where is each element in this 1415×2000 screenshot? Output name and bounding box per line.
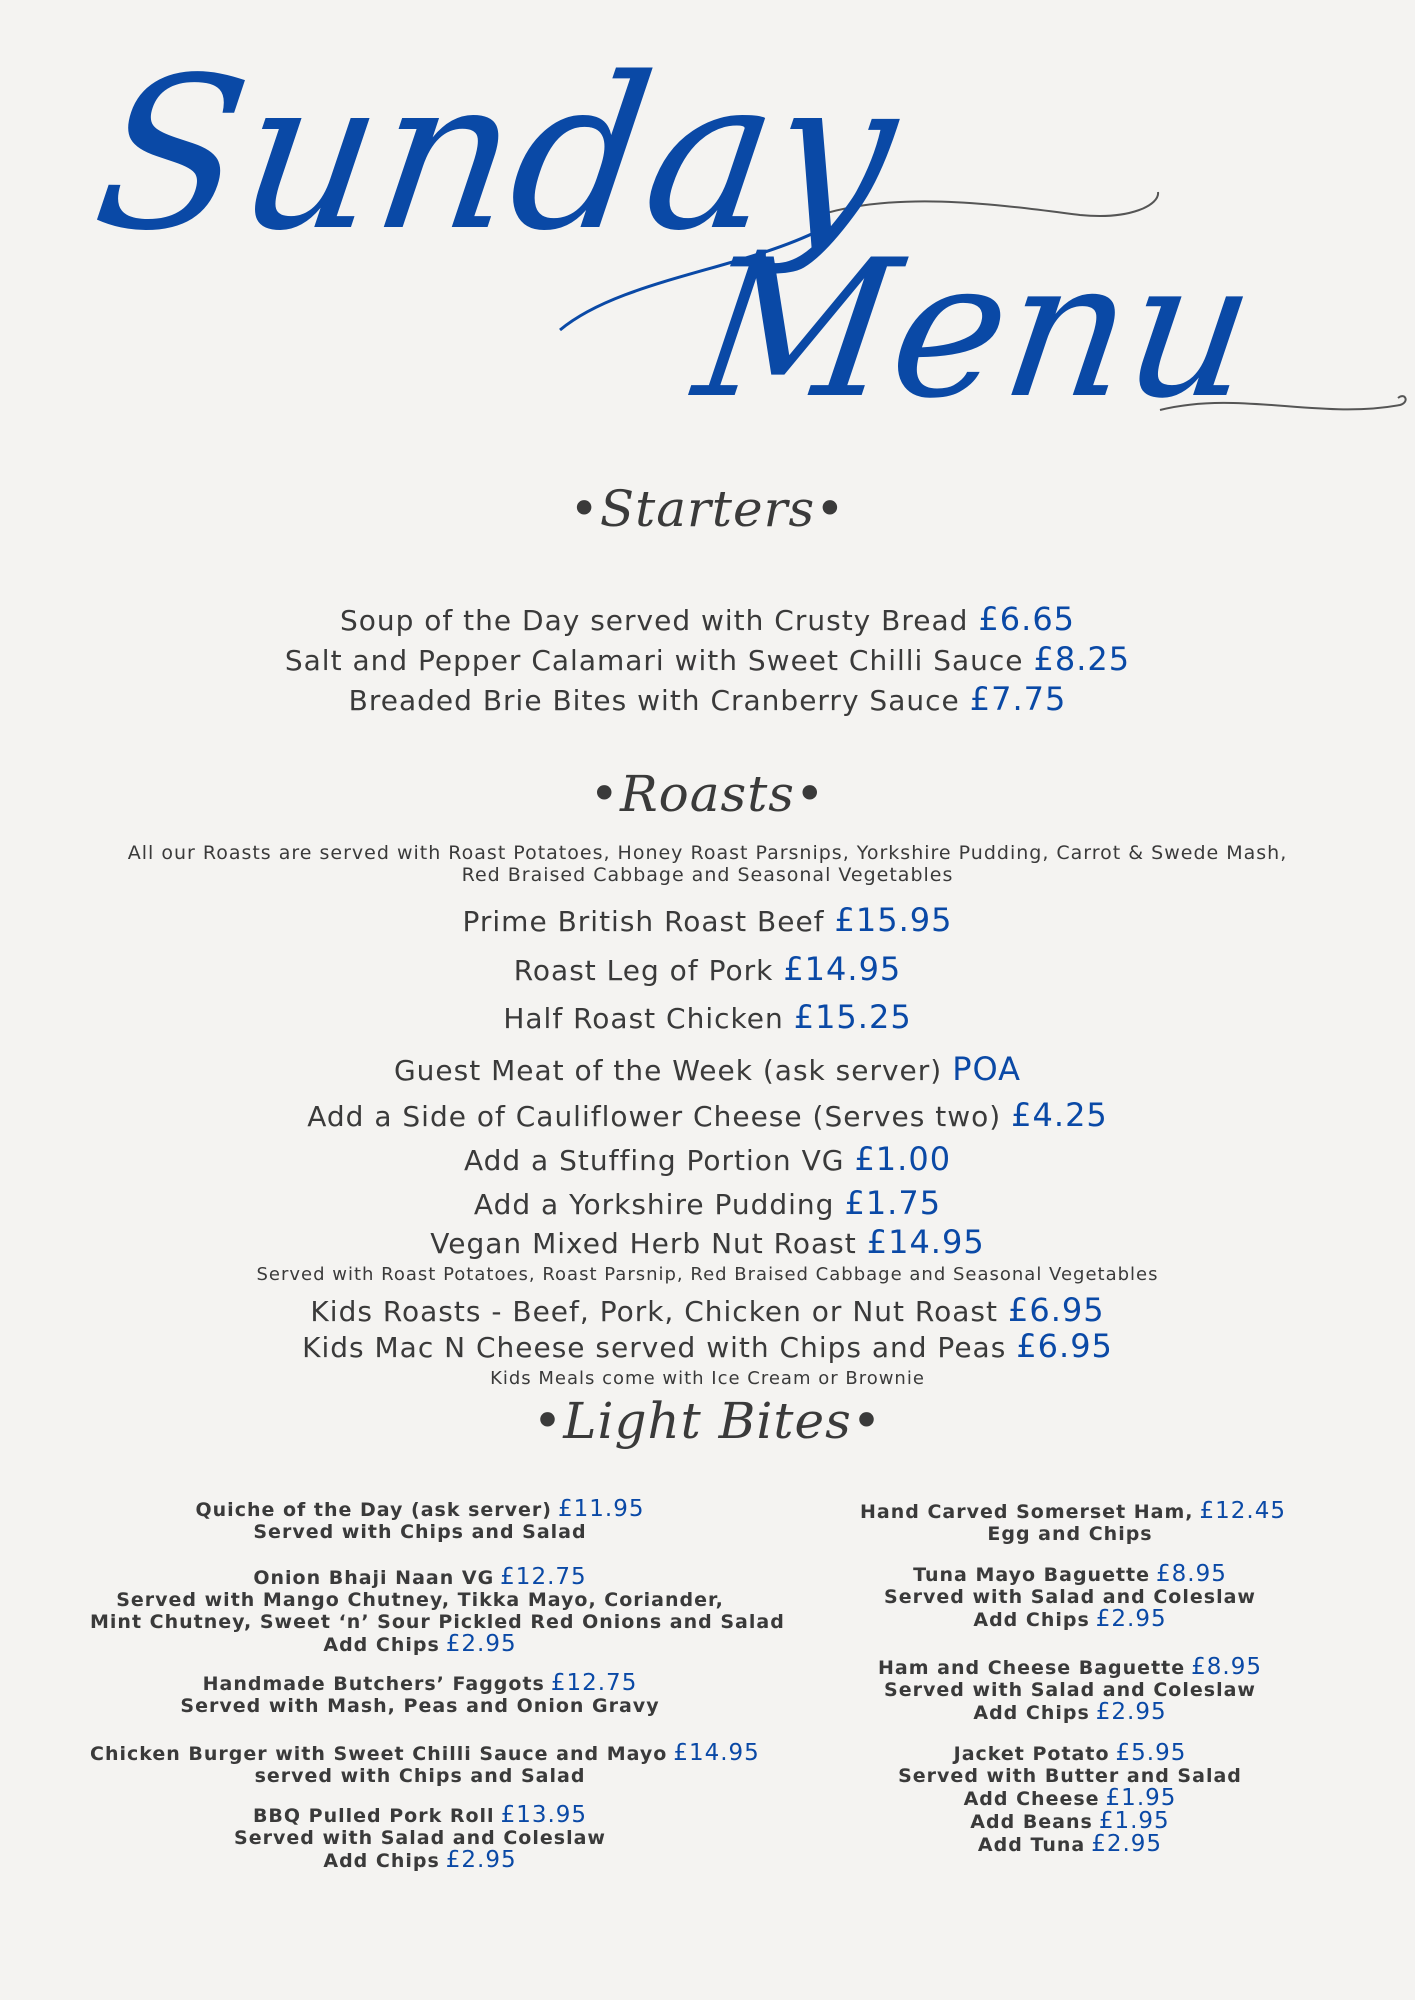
- kids-item: Kids Mac N Cheese served with Chips and Peas £6.95: [302, 1327, 1113, 1365]
- roast-item: Add a Yorkshire Pudding £1.75: [473, 1184, 942, 1222]
- roast-item: Half Roast Chicken £15.25: [503, 998, 912, 1036]
- roast-item: Vegan Mixed Herb Nut Roast £14.95: [430, 1223, 985, 1261]
- kids-list: [0, 1292, 1415, 1364]
- starter-item: Soup of the Day served with Crusty Bread £6.65: [339, 600, 1076, 638]
- light-bites-heading: •Light Bites•: [532, 1392, 883, 1450]
- roasts-heading: •Roasts•: [589, 765, 826, 823]
- light-bite-item: Tuna Mayo Baguette £8.95 Served with Salad and Coleslaw Add Chips £2.95: [884, 1561, 1256, 1632]
- title-word-2: Menu: [684, 219, 1268, 440]
- roast-item: Guest Meat of the Week (ask server) POA: [393, 1050, 1022, 1088]
- roasts-intro-line: Red Braised Cabbage and Seasonal Vegetables: [461, 864, 954, 886]
- title-word-1: Sunday: [82, 32, 910, 277]
- roast-item: Add a Stuffing Portion VG £1.00: [463, 1140, 952, 1178]
- light-bite-item: Ham and Cheese Baguette £8.95 Served with Salad and Coleslaw Add Chips £2.95: [878, 1654, 1262, 1725]
- kids-note: Kids Meals come with Ice Cream or Brownie: [490, 1368, 925, 1389]
- starter-item: Breaded Brie Bites with Cranberry Sauce £7.75: [348, 680, 1067, 718]
- starter-item: Salt and Pepper Calamari with Sweet Chilli Sauce £8.25: [284, 640, 1131, 678]
- light-bites-left-column: [90, 1496, 785, 1873]
- roasts-intro-line: All our Roasts are served with Roast Potatoes, Honey Roast Parsnips, Yorkshire Pudding, Carrot & Swede Mash,: [127, 842, 1288, 864]
- roast-item: Prime British Roast Beef £15.95: [462, 901, 953, 939]
- vegan-note: Served with Roast Potatoes, Roast Parsnip, Red Braised Cabbage and Seasonal Vegetables: [256, 1264, 1159, 1285]
- starters-heading: •Starters•: [569, 480, 846, 538]
- roast-item: Add a Side of Cauliflower Cheese (Serves two) £4.25: [307, 1096, 1108, 1134]
- light-bite-item: Jacket Potato £5.95 Served with Butter and Salad Add Cheese £1.95 Add Beans £1.95 Add Tuna £2.95: [898, 1740, 1242, 1857]
- light-bite-item: Hand Carved Somerset Ham, £12.45 Egg and Chips: [860, 1498, 1286, 1545]
- roasts-list: [0, 898, 1415, 1261]
- kids-item: Kids Roasts - Beef, Pork, Chicken or Nut Roast £6.95: [310, 1291, 1105, 1329]
- light-bite-item: Onion Bhaji Naan VG £12.75 Served with Mango Chutney, Tikka Mayo, Coriander, Mint Chutney, Sweet ‘n’ Sour Pickled Red Onions and Salad Add Chips £2.95: [90, 1564, 785, 1657]
- light-bite-item: Handmade Butchers’ Faggots £12.75 Served with Mash, Peas and Onion Gravy: [180, 1670, 660, 1717]
- roast-item: Roast Leg of Pork £14.95: [513, 950, 902, 988]
- light-bites-right-column: [860, 1498, 1286, 1857]
- light-bite-item: Quiche of the Day (ask server) £11.95 Served with Chips and Salad: [195, 1496, 645, 1543]
- light-bite-item: BBQ Pulled Pork Roll £13.95 Served with Salad and Coleslaw Add Chips £2.95: [234, 1802, 606, 1873]
- roasts-intro: [0, 842, 1415, 886]
- starters-list: [0, 600, 1415, 720]
- light-bite-item: Chicken Burger with Sweet Chilli Sauce and Mayo £14.95 served with Chips and Salad: [90, 1740, 760, 1787]
